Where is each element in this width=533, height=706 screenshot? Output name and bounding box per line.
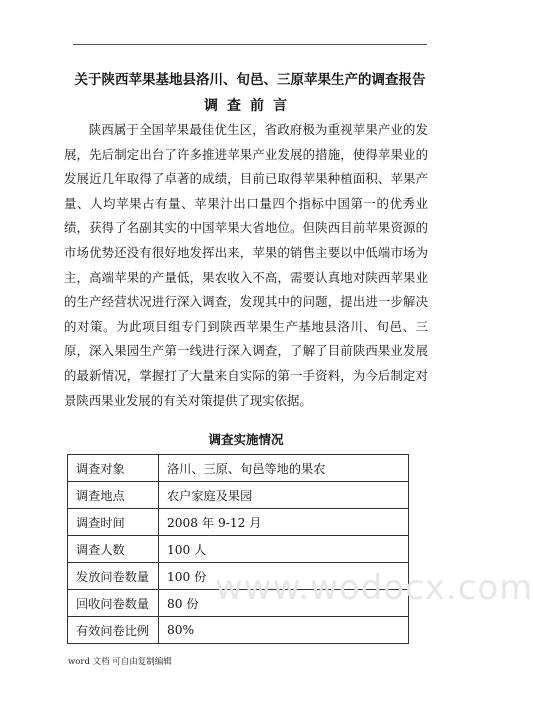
footer-note: word 文档 可自由复制编辑 bbox=[68, 657, 172, 667]
watermark: www.wodocx.com bbox=[215, 568, 533, 608]
table-row bbox=[68, 509, 409, 536]
table-row bbox=[68, 455, 409, 482]
document-body bbox=[64, 118, 428, 413]
row-label: 调查对象 bbox=[68, 455, 159, 482]
preface-paragraph: 陕西属于全国苹果最佳优生区，省政府极为重视苹果产业的发展，先后制定出台了许多推进苹果产业发展的措施，使得苹果业的发展近几年取得了卓著的成绩，目前已取得苹果种植面积、苹果产量、人均苹果占有量、苹果汁出口量四个指标中国第一的优秀业绩，获得了名副其实的中国苹果大省地位。但陕西目前苹果资源的市场优势还没有很好地发挥出来，苹果的销售主要以中低端市场为主，高端苹果的产量低，果农收入不高，需要认真地对陕西苹果业的生产经营状况进行深入调查，发现其中的问题，提出进一步解决的对策。为此项目组专门到陕西苹果生产基地县洛川、旬邑、三原，深入果园生产第一线进行深入调查，了解了目前陕西果业发展的最新情况，掌握打了大量来自实际的第一手资料，为今后制定对景陕西果业发展的有关对策提供了现实依据。 bbox=[64, 122, 428, 408]
row-label: 回收问卷数量 bbox=[68, 590, 159, 617]
row-value: 2008 年 9-12 月 bbox=[159, 509, 409, 536]
row-value: 80% bbox=[159, 617, 409, 644]
row-label: 调查人数 bbox=[68, 536, 159, 563]
header-rule bbox=[73, 44, 427, 45]
table-row bbox=[68, 563, 409, 590]
row-value: 农户家庭及果园 bbox=[159, 482, 409, 509]
table-row bbox=[68, 617, 409, 644]
row-label: 发放问卷数量 bbox=[68, 563, 159, 590]
row-value: 洛川、三原、旬邑等地的果农 bbox=[159, 455, 409, 482]
row-value: 80 份 bbox=[159, 590, 409, 617]
row-label: 调查地点 bbox=[68, 482, 159, 509]
row-value: 100 份 bbox=[159, 563, 409, 590]
table-row bbox=[68, 590, 409, 617]
survey-info-table bbox=[67, 454, 409, 644]
table-row bbox=[68, 536, 409, 563]
row-value: 100 人 bbox=[159, 536, 409, 563]
row-label: 调查时间 bbox=[68, 509, 159, 536]
document-title: 关于陕西苹果基地县洛川、旬邑、三原苹果生产的调查报告 bbox=[74, 72, 426, 88]
section-heading: 调查前言 bbox=[204, 98, 296, 114]
table-row bbox=[68, 482, 409, 509]
table-caption: 调查实施情况 bbox=[208, 432, 284, 447]
row-label: 有效问卷比例 bbox=[68, 617, 159, 644]
